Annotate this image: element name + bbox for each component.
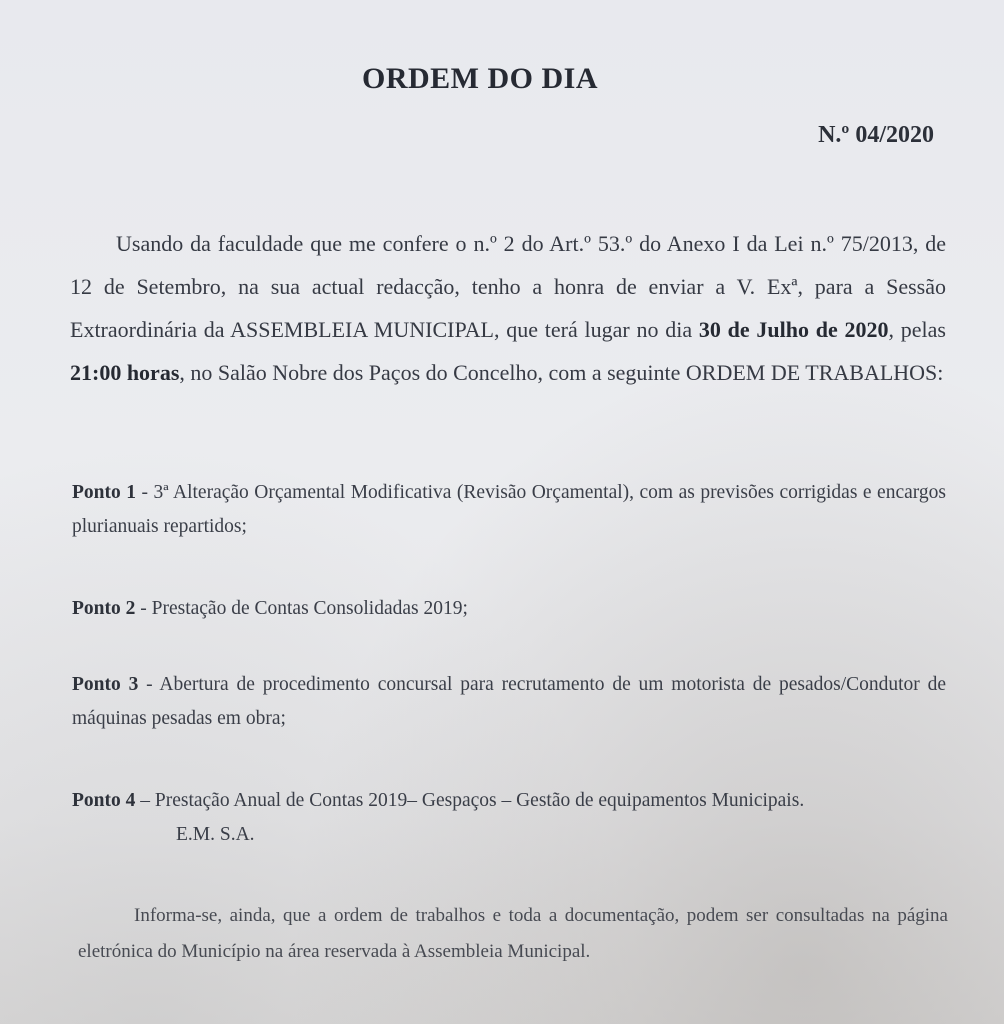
session-date: 30 de Julho de 2020 [698,317,889,342]
document-number: N.º 04/2020 [818,122,934,148]
intro-text-part2: , pelas [888,317,946,342]
document-title: ORDEM DO DIA [362,62,598,95]
agenda-point-separator: - [136,482,154,503]
agenda-point-label: Ponto 4 [72,790,136,811]
agenda-point-3 [72,668,946,736]
intro-text-part3: , no Salão Nobre dos Paços do Concelho, com a seguinte ORDEM DE TRABALHOS: [179,360,944,385]
intro-text-part1: Usando da faculdade que me confere o n.º 2 do Art.º 53.º do Anexo I da Lei n.º 75/2013, de 12 de Setembro, na sua actual redacção, tenho a honra de enviar a V. Exª, para a Sessão Extraordinária da ASSEMBLEIA MUNICIPAL, que terá lugar no dia [70,231,946,342]
agenda-point-label: Ponto 3 [72,674,139,695]
session-time: 21:00 horas [70,360,180,385]
agenda-point-1 [72,476,946,544]
agenda-point-text: 3ª Alteração Orçamental Modificativa (Revisão Orçamental), com as previsões corrigidas e encargos plurianuais repartidos; [72,482,946,537]
agenda-point-text: Abertura de procedimento concursal para recrutamento de um motorista de pesados/Condutor de máquinas pesadas em obra; [72,674,947,729]
agenda-point-label: Ponto 2 [72,598,136,619]
agenda-point-4 [72,784,946,852]
agenda-point-continuation: E.M. S.A. [176,824,255,845]
agenda-point-separator: - [135,598,152,619]
agenda-point-label: Ponto 1 [72,482,136,503]
agenda-point-separator: - [138,674,160,695]
closing-paragraph: Informa-se, ainda, que a ordem de trabalhos e toda a documentação, podem ser consultadas na página eletrónica do Município na área reservada à Assembleia Municipal. [78,905,948,962]
agenda-point-separator: – [135,790,155,811]
agenda-point-text: Prestação Anual de Contas 2019– Gespaços – Gestão de equipamentos Municipais. [154,790,805,811]
agenda-point-text: Prestação de Contas Consolidadas 2019; [151,598,468,619]
intro-paragraph [70,222,946,394]
agenda-point-2 [72,592,946,626]
